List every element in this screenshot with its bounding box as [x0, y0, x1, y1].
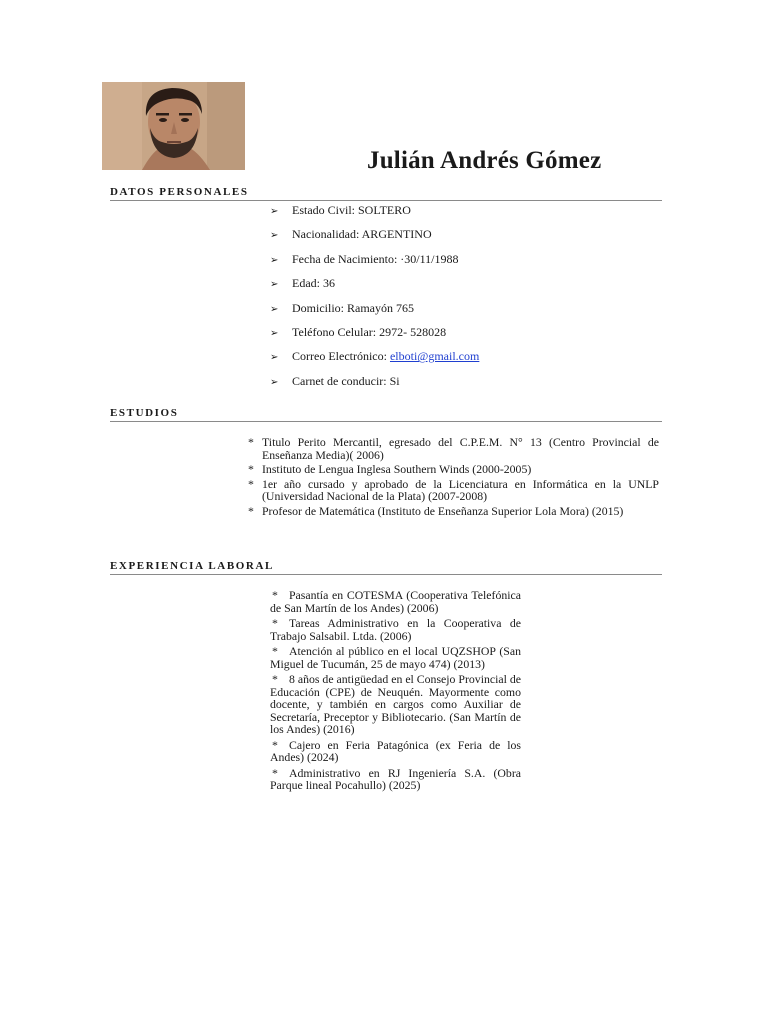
personal-data-list [270, 202, 479, 397]
star-bullet-icon: * [248, 435, 254, 449]
job-text: Atención al público en el local UQZSHOP (San Miguel de Tucumán, 25 de mayo 474) (2013) [270, 644, 521, 671]
section-divider-studies [110, 421, 662, 422]
list-item [246, 463, 659, 476]
star-bullet-icon: * [272, 588, 278, 602]
list-item [270, 324, 479, 348]
age: Edad: 36 [292, 276, 335, 291]
list-item [246, 436, 659, 461]
section-divider-experience [110, 574, 662, 575]
email-label: Correo Electrónico: [292, 349, 390, 364]
studies-list [246, 436, 659, 519]
list-item [270, 226, 479, 250]
list-item [270, 275, 479, 299]
phone: Teléfono Celular: 2972- 528028 [292, 324, 447, 339]
list-item [270, 739, 521, 764]
driver-license: Carnet de conducir: Si [292, 373, 400, 388]
star-bullet-icon: * [272, 644, 278, 658]
study-text: Profesor de Matemática (Instituto de Enseñanza Superior Lola Mora) (2015) [262, 503, 624, 518]
job-text: Administrativo en RJ Ingeniería S.A. (Obra Parque lineal Pocahullo) (2025) [270, 765, 521, 792]
arrow-bullet-icon: ➢ [270, 376, 279, 388]
list-item [270, 645, 521, 670]
list-item [270, 300, 479, 324]
section-title-experience: EXPERIENCIA LABORAL [110, 560, 274, 572]
star-bullet-icon: * [272, 765, 278, 780]
arrow-bullet-icon: ➢ [270, 352, 279, 364]
arrow-bullet-icon: ➢ [270, 279, 279, 291]
profile-photo [102, 82, 245, 170]
list-item [270, 767, 521, 792]
nationality: Nacionalidad: ARGENTINO [292, 227, 432, 242]
list-item [270, 373, 479, 397]
section-title-studies: ESTUDIOS [110, 407, 179, 419]
section-title-personal: DATOS PERSONALES [110, 186, 249, 198]
list-item [270, 348, 479, 372]
section-divider-personal [110, 200, 662, 201]
study-text: Instituto de Lengua Inglesa Southern Winds (2000-2005) [262, 462, 532, 476]
list-item [270, 589, 521, 614]
star-bullet-icon: * [272, 616, 278, 630]
arrow-bullet-icon: ➢ [270, 327, 279, 339]
email-link[interactable]: elboti@gmail.com [389, 349, 480, 364]
star-bullet-icon: * [248, 476, 254, 491]
job-text: Cajero en Feria Patagónica (ex Feria de los Andes) (2024) [270, 737, 521, 764]
arrow-bullet-icon: ➢ [270, 230, 279, 242]
arrow-bullet-icon: ➢ [270, 206, 279, 217]
job-text: 8 años de antigüedad en el Consejo Provincial de Educación (CPE) de Neuquén. Mayormente como docente, y también en cargos como Auxiliar de Secretaría, Preceptor y Bibliotecario. (San Martín de los Andes) (2016) [270, 672, 521, 736]
address: Domicilio: Ramayón 765 [292, 300, 414, 315]
star-bullet-icon: * [272, 737, 278, 752]
civil-status: Estado Civil: SOLTERO [292, 203, 411, 217]
star-bullet-icon: * [248, 462, 254, 476]
star-bullet-icon: * [272, 672, 278, 686]
study-text: 1er año cursado y aprobado de la Licenciatura en Informática en la UNLP (Universidad Nacional de la Plata) (2007-2008) [262, 476, 659, 503]
list-item [246, 478, 659, 503]
birth-date: Fecha de Nacimiento: ·30/11/1988 [292, 251, 459, 266]
arrow-bullet-icon: ➢ [270, 254, 279, 266]
star-bullet-icon: * [248, 503, 254, 518]
job-text: Tareas Administrativo en la Cooperativa de Trabajo Salsabil. Ltda. (2006) [270, 616, 521, 643]
list-item [246, 505, 659, 518]
arrow-bullet-icon: ➢ [270, 303, 279, 315]
job-text: Pasantía en COTESMA (Cooperativa Telefónica de San Martín de los Andes) (2006) [270, 588, 521, 615]
full-name: Julián Andrés Gómez [367, 147, 602, 174]
list-item [270, 202, 479, 226]
list-item [270, 673, 521, 736]
experience-list [270, 589, 521, 795]
study-text: Titulo Perito Mercantil, egresado del C.P.E.M. N° 13 (Centro Provincial de Enseñanza Media)( 2006) [262, 435, 659, 462]
list-item [270, 251, 479, 275]
list-item [270, 617, 521, 642]
